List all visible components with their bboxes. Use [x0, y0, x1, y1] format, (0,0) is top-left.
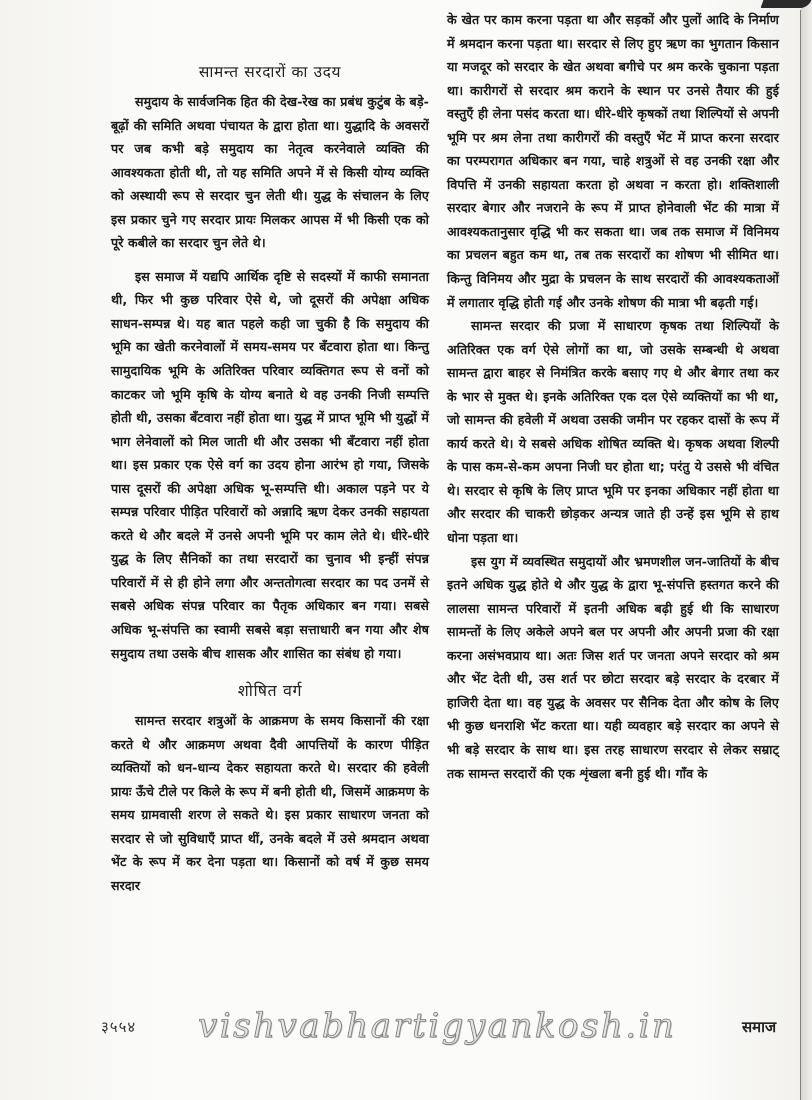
watermark-text: vishvabhartigyankosh.in	[198, 1006, 677, 1046]
page-number: ३५५४	[101, 1018, 137, 1036]
paragraph: सामन्त सरदार शत्रुओं के आक्रमण के समय किसानों की रक्षा करते थे और आक्रमण अथवा दैवी आपत्तियों के कारण पीड़ित व्यक्तियों को धन-धान्य देकर सहायता करते थे। सरदार की हवेली प्रायः ऊँचे टीले पर किले के रूप में बनी होती थी, जिसमें आक्रमण के समय ग्रामवासी शरण ले सकते थे। इस प्रकार साधारण जनता को सरदार से जो सुविधाएँ प्राप्त थीं, उनके बदले में उसे श्रमदान अथवा भेंट के रूप में कर देना पड़ता था। किसानों को वर्ष में कुछ समय सरदार	[111, 713, 429, 893]
page-edge-shadow	[801, 0, 812, 1100]
section-heading-exploited-class: शोषित वर्ग	[237, 681, 303, 701]
paragraph: इस युग में व्यवस्थित समुदायों और भ्रमणशील जन-जातियों के बीच इतने अधिक युद्ध होते थे और युद्ध के द्वारा भू-संपत्ति हस्तगत करने की लालसा सामन्त परिवारों में इतनी अधिक बढ़ी हुई थी कि साधारण सामन्तों के लिए अकेले अपने बल पर अपनी और अपनी प्रजा की रक्षा करना असंभवप्राय था। अतः जिस शर्त पर जनता अपने सरदार को श्रम और भेंट देती थी, उस शर्त पर छोटा सरदार बड़े सरदार के दरबार में हाजिरी देता था। वह युद्ध के अवसर पर सैनिक देता और कोष के लिए भी कुछ धनराशि भेंट करता था। यही व्यवहार बड़े सरदार का अपने से भी बड़े सरदार के साथ था। इस तरह साधारण सरदार से लेकर सम्राट् तक सामन्त सरदारों की एक शृंखला बनी हुई थी। गाँव के	[447, 553, 779, 781]
scan-corner-shadow	[761, 0, 812, 8]
paragraph: समुदाय के सार्वजनिक हित की देख-रेख का प्रबंध कुटुंब के बड़े-बूढ़ों की समिति अथवा पंचायत के द्वारा होता था। युद्धादि के अवसरों पर जब कभी बड़े समुदाय का नेतृत्व करनेवाले व्यक्ति की आवश्यकता होती थी, तो यह समिति अपने में से किसी योग्य व्यक्ति को अस्थायी रूप से सरदार चुन लेती थी। युद्ध के संचालन के लिए इस प्रकार चुने गए सरदार प्रायः मिलकर आपस में भी किसी एक को पूरे कबीले का सरदार चुन लेते थे।	[111, 94, 429, 251]
left-column	[111, 90, 429, 898]
running-footer-section: समाज	[742, 1018, 777, 1036]
right-column	[447, 8, 779, 785]
paragraph: के खेत पर काम करना पड़ता था और सड़कों और पुलों आदि के निर्माण में श्रमदान करना पड़ता था। सरदार से लिए हुए ऋण का भुगतान किसान या मजदूर को सरदार के खेत अथवा बगीचे पर श्रम करके चुकाना पड़ता था। कारीगरों से सरदार श्रम कराने के स्थान पर उनसे तैयार की हुई वस्तुएँ ही लेना पसंद करता था। धीरे-धीरे कृषकों तथा शिल्पियों से अपनी भूमि पर श्रम लेना तथा कारीगरों की वस्तुएँ भेंट में प्राप्त करना सरदार का परम्परागत अधिकार बन गया, चाहे शत्रुओं से वह उनकी रक्षा और विपत्ति में उनकी सहायता करता हो अथवा न करता हो। शक्तिशाली सरदार बेगार और नजराने के रूप में प्राप्त होनेवाली भेंट की मात्रा में आवश्यकतानुसार वृद्धि भी कर सकता था। जब तक समाज में विनिमय का प्रचलन बहुत कम था, तब तक सरदारों का शोषण भी सीमित था। किन्तु विनिमय और मुद्रा के प्रचलन के साथ सरदारों की आवश्यकताओं में लगातार वृद्धि होती गई और उनके शोषण की मात्रा भी बढ़ती गई।	[447, 12, 779, 310]
paragraph: सामन्त सरदार की प्रजा में साधारण कृषक तथा शिल्पियों के अतिरिक्त एक वर्ग ऐसे लोगों का था, जो उसके सम्बन्धी थे अथवा सामन्त द्वारा बाहर से निमंत्रित करके बसाए गए थे और बेगार तथा कर के भार से मुक्त थे। इनके अतिरिक्त एक दल ऐसे व्यक्तियों का भी था, जो सामन्त की हवेली में अथवा उसकी जमीन पर रहकर दासों के रूप में कार्य करते थे। ये सबसे अधिक शोषित व्यक्ति थे। कृषक अथवा शिल्पी के पास कम-से-कम अपना निजी घर होता था; परंतु ये उससे भी वंचित थे। सरदार से कृषि के लिए प्राप्त भूमि पर इनका अधिकार नहीं होता था और सरदार की चाकरी छोड़कर अन्यत्र जाते ही उन्हें इस भूमि से हाथ धोना पड़ता था।	[447, 318, 779, 546]
section-heading-rise-of-feudal-chiefs: सामन्त सरदारों का उदय	[198, 63, 342, 81]
paragraph: इस समाज में यद्यपि आर्थिक दृष्टि से सदस्यों में काफी समानता थी, फिर भी कुछ परिवार ऐसे थे, जो दूसरों की अपेक्षा अधिक साधन-सम्पन्न थे। यह बात पहले कही जा चुकी है कि समुदाय की भूमि का खेती करनेवालों में समय-समय पर बँटवारा होता था। किन्तु सामुदायिक भूमि के अतिरिक्त परिवार व्यक्तिगत रूप से वनों को काटकर जो भूमि कृषि के योग्य बनाते थे वह उनकी निजी सम्पत्ति होती थी, उसका बँटवारा नहीं होता था। युद्ध में प्राप्त भूमि भी युद्धों में भाग लेनेवालों को मिल जाती थी और उसका भी बँटवारा नहीं होता था। इस प्रकार एक ऐसे वर्ग का उदय होना आरंभ हो गया, जिसके पास दूसरों की अपेक्षा अधिक भू-सम्पत्ति थी। अकाल पड़ने पर ये सम्पन्न परिवार पीड़ित परिवारों को अन्नादि ऋण देकर उनकी सहायता करते थे और बदले में उनसे अपनी भूमि पर काम लेते थे। धीरे-धीरे युद्ध के लिए सैनिकों का तथा सरदारों का चुनाव भी इन्हीं संपन्न परिवारों में से ही होने लगा और अन्ततोगत्वा सरदार का पद उनमें से सबसे अधिक संपन्न परिवार का पैतृक अधिकार बन गया। सबसे अधिक भू-संपत्ति का स्वामी सबसे बड़ा सत्ताधारी बन गया और शेष समुदाय तथा उसके बीच शासक और शासित का संबंध हो गया।	[111, 268, 429, 661]
